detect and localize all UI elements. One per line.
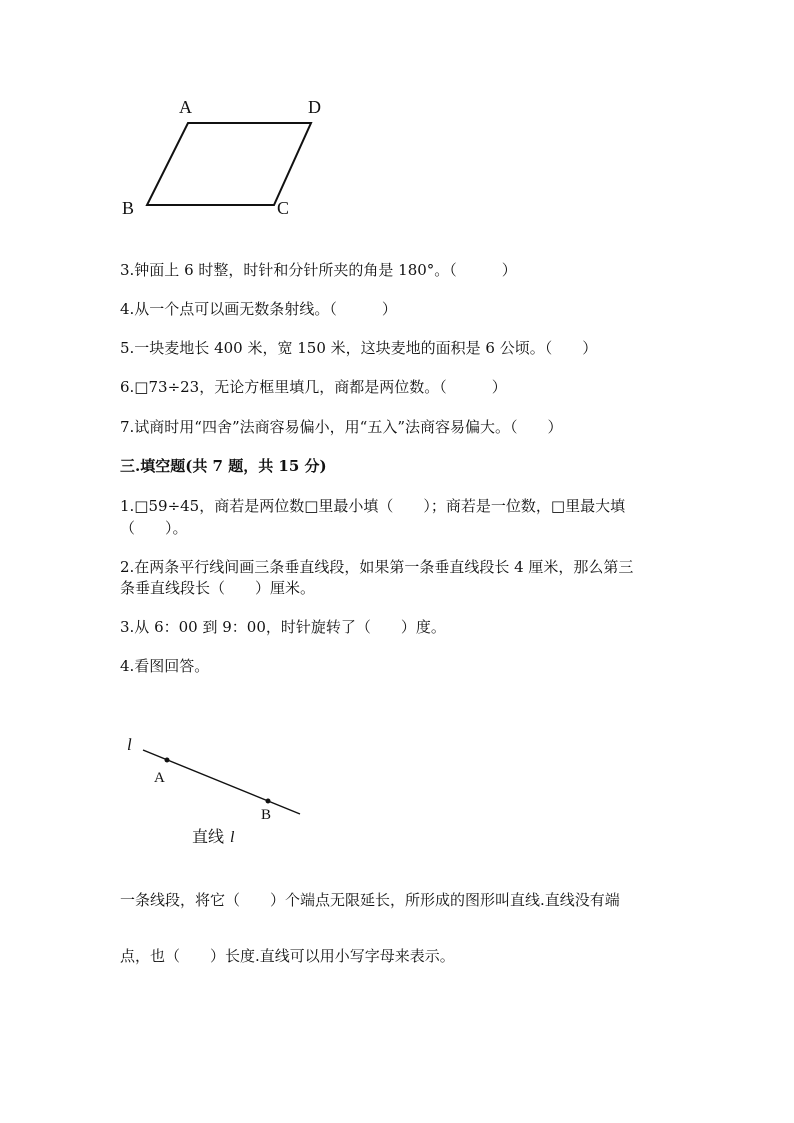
fill-q4: 4.看图回答。 [120,657,210,675]
vertex-label-a: A [179,97,192,117]
parallelogram-figure [110,90,350,225]
vertex-label-c: C [277,198,290,218]
vertex-label-b: B [122,198,135,218]
fill-q2-line2: 条垂直线段长（ ）厘米。 [120,579,316,597]
answer-line2: 点，也（ ）长度.直线可以用小写字母来表示。 [120,947,455,965]
fill-q2-line1: 2.在两条平行线间画三条垂直线段，如果第一条垂直线段长 4 厘米，那么第三 [120,558,634,576]
point-b-dot [266,799,271,804]
fill-q3: 3.从 6：00 到 9：00，时针旋转了（ ）度。 [120,618,446,636]
point-a-dot [165,758,170,763]
judgement-q7: 7.试商时用“四舍”法商容易偏小，用“五入”法商容易偏大。（ ） [120,418,563,436]
judgement-q6: 6.□73÷23，无论方框里填几，商都是两位数。（ ） [120,378,507,396]
parallelogram-shape [147,123,311,205]
fill-q1-line1: 1.□59÷45，商若是两位数□里最小填（ ）；商若是一位数，□里最大填 [120,497,626,515]
judgement-q5: 5.一块麦地长 400 米，宽 150 米，这块麦地的面积是 6 公顷。（ ） [120,339,598,357]
line-name-label: l [127,735,132,754]
point-b-label: B [261,807,272,823]
section-heading: 三.填空题(共 7 题，共 15 分) [120,457,327,475]
straight-line-figure [115,730,315,850]
answer-line1: 一条线段，将它（ ）个端点无限延长，所形成的图形叫直线.直线没有端 [120,891,620,909]
point-a-label: A [154,770,165,786]
fill-q1-line2: （ ）。 [120,519,188,537]
vertex-label-d: D [308,97,321,117]
judgement-q4: 4.从一个点可以画无数条射线。（ ） [120,300,397,318]
line-caption: 直线 [192,829,225,846]
judgement-q3: 3.钟面上 6 时整，时针和分针所夹的角是 180°。（ ） [120,261,517,279]
line-caption-letter: l [230,829,235,846]
